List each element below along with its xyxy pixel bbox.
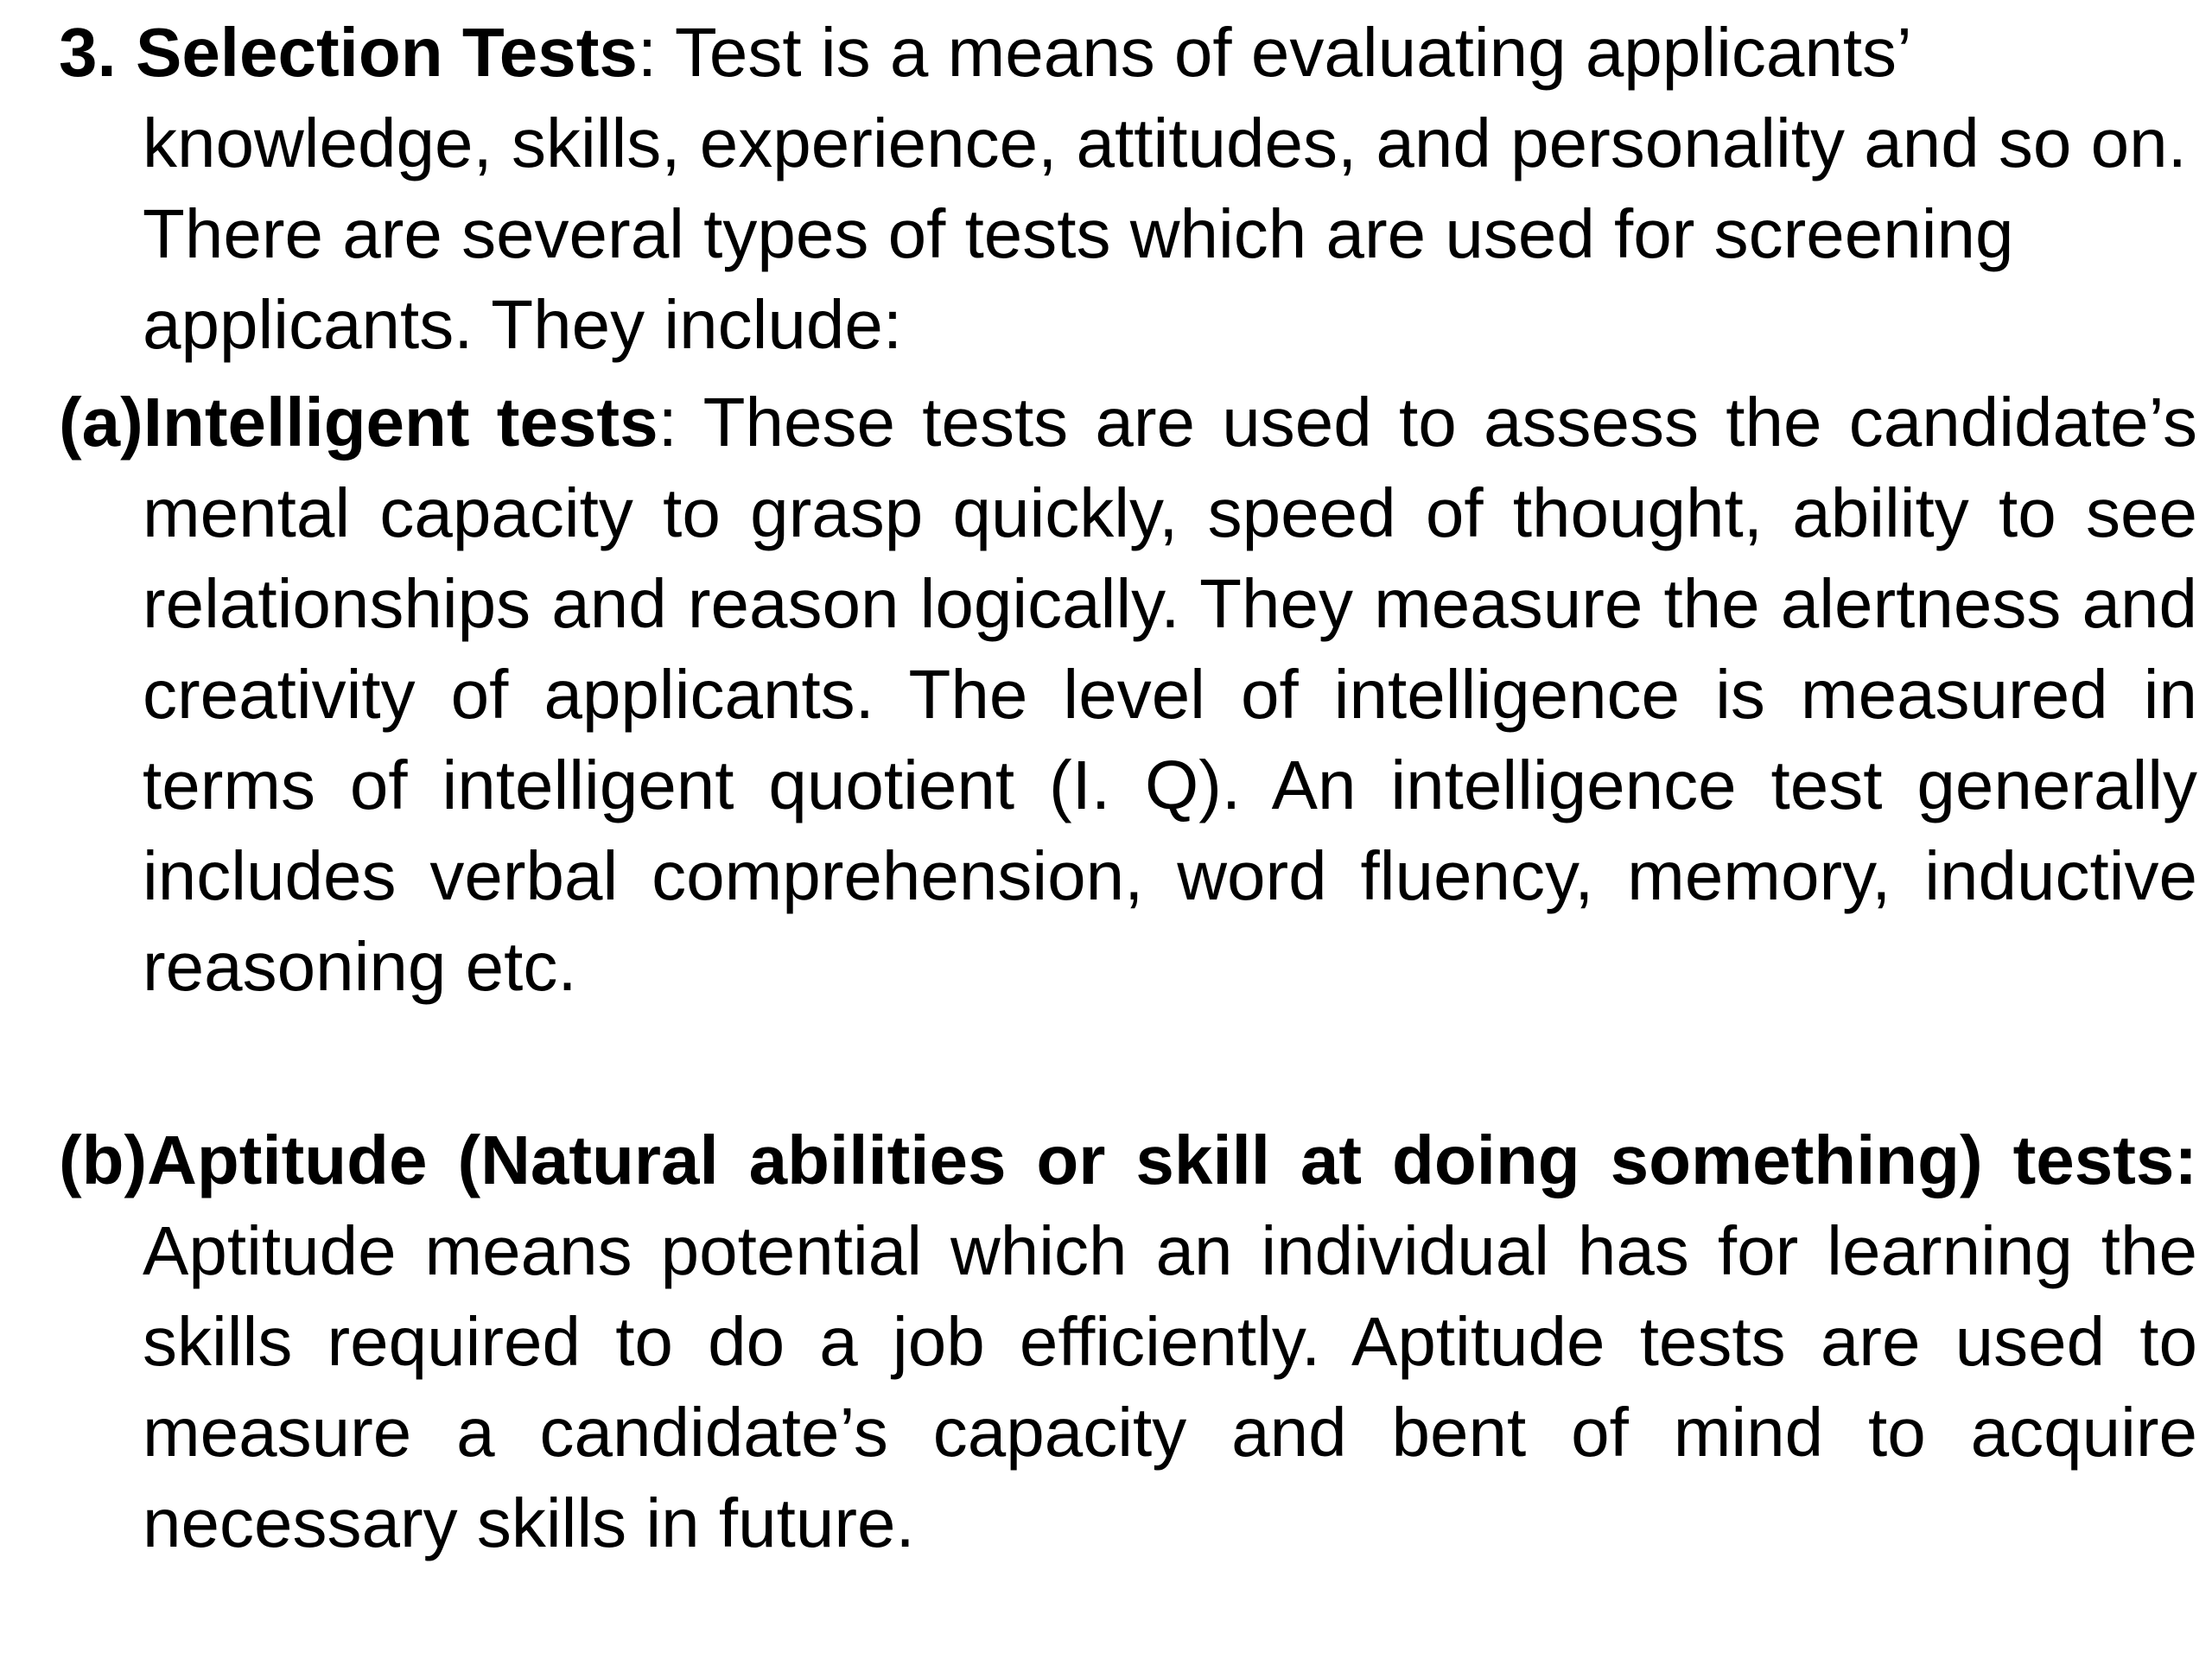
item-a-body (59, 377, 2197, 1012)
item-b-marker: (b) (59, 1122, 148, 1198)
section-number: 3. (59, 14, 117, 91)
item-b-body (59, 1115, 2197, 1568)
item-a-colon: : (658, 384, 677, 461)
section-heading: Selection Tests (135, 14, 638, 91)
item-a-first-line (59, 384, 658, 461)
item-b-text: Aptitude means potential which an individual has for learning the skills required to do a job efficiently. Aptitude tests are used to measure a candidate’s capacity and bent of mind to acquire necessary skills in future. (143, 1212, 2197, 1561)
section-text: Test is a means of evaluating applicants’ knowledge, skills, experience, attitudes, and personality and so on. There are several types of tests which are used for screening applicants. They include: (143, 14, 2187, 363)
list-item-intelligent-tests (59, 377, 2197, 1012)
item-a-text: These tests are used to assess the candidate’s mental capacity to grasp quickly, speed of thought, ability to see relationships and reason logically. They measure the alertness and creativity of applicants. The level of intelligence is measured in terms of intelligent quotient (I. Q). An intelligence test generally includes verbal comprehension, word fluency, memory, inductive reasoning etc. (143, 384, 2198, 1005)
list-item-aptitude-tests (59, 1115, 2197, 1568)
section-selection-tests (59, 7, 2197, 370)
item-a-marker: (a) (59, 384, 143, 461)
section-first-line (59, 14, 638, 91)
section-body (59, 7, 2197, 370)
section-colon: : (637, 14, 658, 91)
item-a-heading: Intelligent tests (143, 384, 658, 461)
item-b-first-line (59, 1122, 2197, 1198)
item-b-heading: Aptitude (Natural abilities or skill at doing something) tests: (147, 1122, 2197, 1198)
